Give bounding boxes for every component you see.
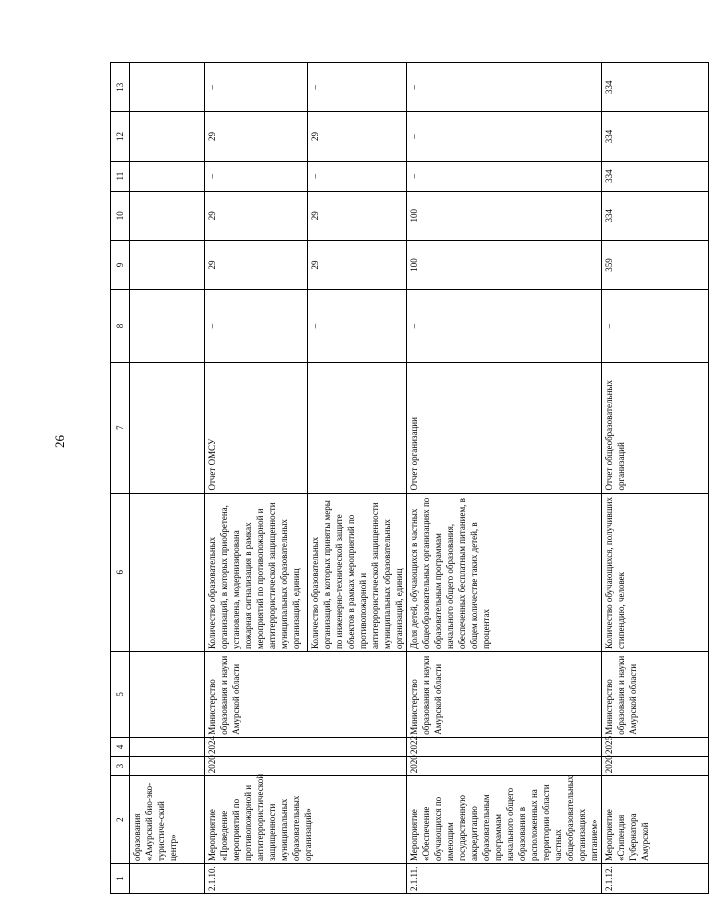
row-number: 2.1.10. bbox=[205, 864, 407, 894]
table-row-continuation bbox=[130, 63, 205, 894]
value-col11: – bbox=[308, 161, 407, 191]
value-col9: 100 bbox=[407, 240, 602, 289]
value-col10: 334 bbox=[602, 191, 709, 240]
value-col9: 359 bbox=[602, 240, 709, 289]
value-col11: 334 bbox=[602, 161, 709, 191]
header-cell: 12 bbox=[111, 112, 130, 161]
value-col8: – bbox=[602, 290, 709, 363]
measure-name: Мероприятие «Стипендия Губернатора Амурской bbox=[602, 776, 709, 864]
header-cell: 13 bbox=[111, 63, 130, 112]
value-col8: – bbox=[308, 290, 407, 363]
end-year: 2022 bbox=[407, 737, 602, 756]
rotated-table-wrapper bbox=[110, 62, 650, 894]
value-col8: – bbox=[205, 290, 308, 363]
value-col9: 29 bbox=[308, 240, 407, 289]
header-cell: 10 bbox=[111, 191, 130, 240]
value-col9: 29 bbox=[205, 240, 308, 289]
value-col12: 334 bbox=[602, 112, 709, 161]
table-row bbox=[407, 63, 602, 894]
measure-name: Мероприятие «Обеспечение обучающихся по имеющим государственную аккредитацию образовательным программам начального общего образования в расположенных на территории области частных общеобразовательных организациях питанием» bbox=[407, 776, 602, 864]
start-year: 2020 bbox=[205, 756, 407, 775]
start-year: 2020 bbox=[602, 756, 709, 775]
header-cell: 1 bbox=[111, 864, 130, 894]
measure-name: Мероприятие «Проведение мероприятий по противопожарной и антитеррористической защищенности муниципальных образовательных организаций» bbox=[205, 776, 407, 864]
indicator-name: Количество образовательных организаций, в которых приняты меры по инженерно-техническoй защите объектов в рамках мероприятий по противопожарной и антитеррористической защищенности муниципальных образовательных организаций, единиц bbox=[308, 493, 407, 651]
value-col10: 100 bbox=[407, 191, 602, 240]
page-number: 26 bbox=[52, 435, 67, 448]
indicator-name: Доля детей, обучающихся в частных общеобразовательных организациях по образовательным программам начального общего образования, обеспеченных бесплатным питанием, в общем количестве таких детей, в процентах bbox=[407, 493, 602, 651]
header-cell: 11 bbox=[111, 161, 130, 191]
value-col13: – bbox=[407, 63, 602, 112]
header-cell: 3 bbox=[111, 756, 130, 775]
value-col10: 29 bbox=[205, 191, 308, 240]
value-col13: – bbox=[308, 63, 407, 112]
value-col8: – bbox=[407, 290, 602, 363]
end-year: 2025 bbox=[602, 737, 709, 756]
program-measures-table bbox=[110, 62, 709, 894]
value-col13: – bbox=[205, 63, 308, 112]
indicator-source: Отчет общеобразовательных организаций bbox=[602, 362, 709, 493]
start-year: 2020 bbox=[407, 756, 602, 775]
header-cell: 9 bbox=[111, 240, 130, 289]
table-row bbox=[602, 63, 709, 894]
end-year: 2024 bbox=[205, 737, 407, 756]
header-cell: 2 bbox=[111, 776, 130, 864]
header-cell: 5 bbox=[111, 652, 130, 738]
header-row bbox=[111, 63, 130, 894]
value-col12: – bbox=[407, 112, 602, 161]
indicator-source: Отчет организации bbox=[407, 362, 602, 493]
indicator-name: Количество обучающихся, получивших стипендию, человек bbox=[602, 493, 709, 651]
indicator-source: Отчет ОМСУ bbox=[205, 362, 308, 493]
row-number bbox=[130, 864, 205, 894]
header-cell: 8 bbox=[111, 290, 130, 363]
indicator-name: Количество образовательных организаций, в которых приобретена, установлена, модернизирована пожарная сигнализация в рамках мероприятий по противопожарной и антитеррористической защищенности муниципальных образовательных организаций, единиц bbox=[205, 493, 308, 651]
executor: Министерство образования и науки Амурской области bbox=[602, 652, 709, 738]
header-cell: 4 bbox=[111, 737, 130, 756]
header-cell: 7 bbox=[111, 362, 130, 493]
executor: Министерство образования и науки Амурской области bbox=[205, 652, 407, 738]
value-col11: – bbox=[205, 161, 308, 191]
executor: Министерство образования и науки Амурской области bbox=[407, 652, 602, 738]
row-number: 2.1.12. bbox=[602, 864, 709, 894]
indicator-source bbox=[308, 362, 407, 493]
header-cell: 6 bbox=[111, 493, 130, 651]
table-row bbox=[205, 63, 308, 894]
value-col11: – bbox=[407, 161, 602, 191]
value-col13: 334 bbox=[602, 63, 709, 112]
measure-name: образования «Амурский био-эко-туристиче-ский центр» bbox=[130, 776, 205, 864]
value-col12: 29 bbox=[205, 112, 308, 161]
row-number: 2.1.11. bbox=[407, 864, 602, 894]
value-col12: 29 bbox=[308, 112, 407, 161]
value-col10: 29 bbox=[308, 191, 407, 240]
